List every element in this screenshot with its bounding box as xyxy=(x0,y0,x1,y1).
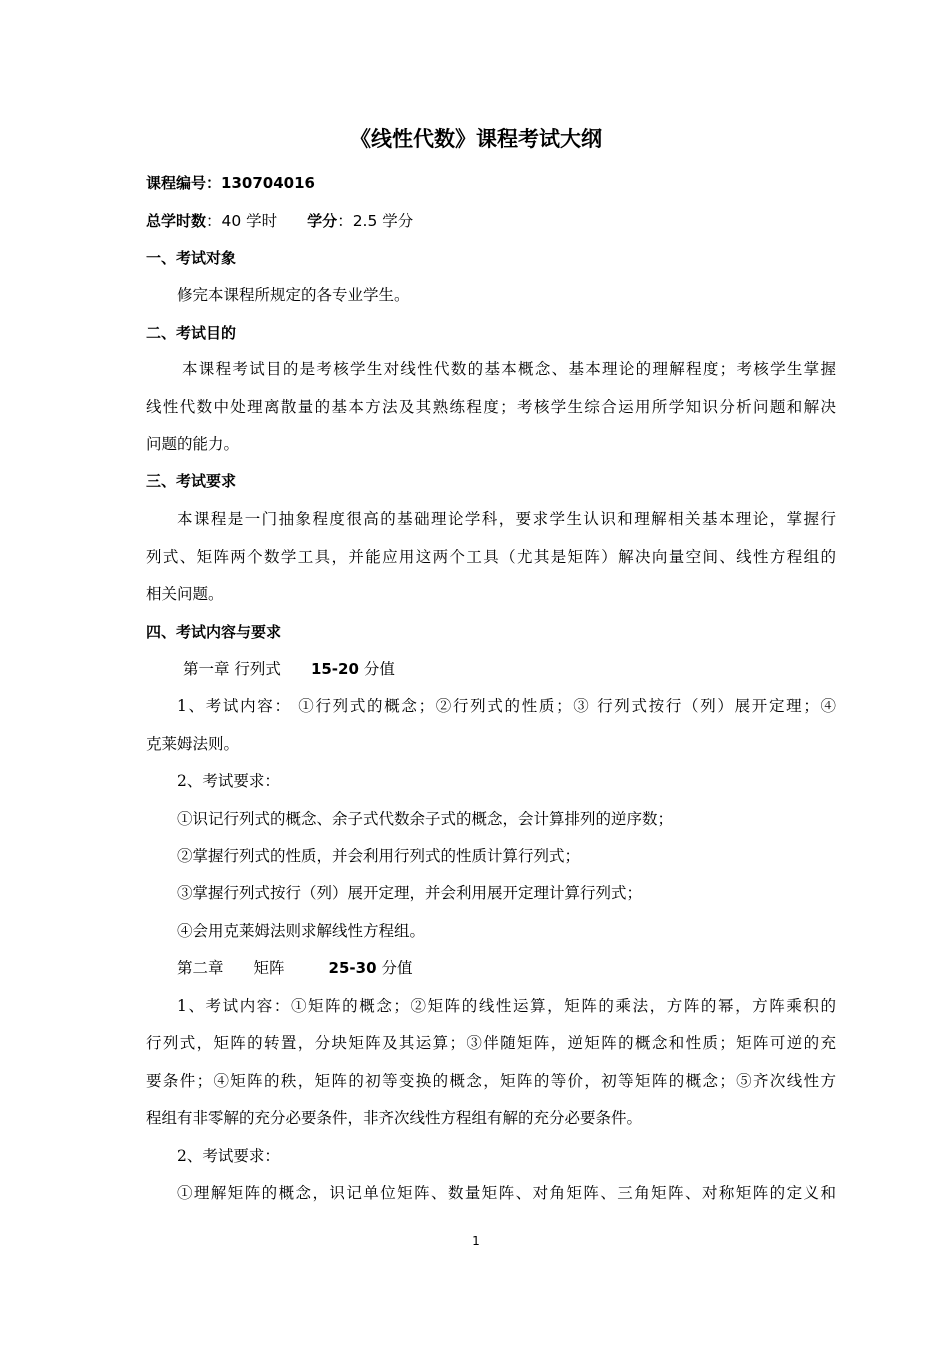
course-code-line xyxy=(146,171,836,195)
section-heading-4: 四、考试内容与要求 xyxy=(146,623,282,641)
chapter-2-req-label: 2、考试要求： xyxy=(177,1147,280,1165)
chapter-1-req-item-2: ②掌握行列式的性质，并会利用行列式的性质计算行列式； xyxy=(177,847,581,865)
course-code-label: 课程编号： xyxy=(146,174,222,192)
chapter-1-req-label: 2、考试要求： xyxy=(177,772,280,790)
chapter-2-heading-line xyxy=(177,956,836,980)
chapter-2-req-item-1: ①理解矩阵的概念，识记单位矩阵、数量矩阵、对角矩阵、三角矩阵、对称矩阵的定义和 xyxy=(177,1184,836,1202)
section-heading-2: 二、考试目的 xyxy=(146,324,237,342)
chapter-1-req-item-3: ③掌握行列式按行（列）展开定理，并会利用展开定理计算行列式； xyxy=(177,884,643,902)
section-heading-3: 三、考试要求 xyxy=(146,472,237,490)
chapter-1-score: 15-20 xyxy=(310,660,359,678)
chapter-1-content-line-1: 1、考试内容： ①行列式的概念；②行列式的性质；③ 行列式按行（列）展开定理；④ xyxy=(177,697,836,715)
chapter-2-score: 25-30 xyxy=(328,959,377,977)
section-3-line-1: 本课程是一门抽象程度很高的基础理论学科，要求学生认识和理解相关基本理论，掌握行 xyxy=(177,510,836,528)
chapter-1-content-line-2: 克莱姆法则。 xyxy=(146,735,240,753)
chapter-2-content-line-3: 要条件；④矩阵的秩，矩阵的初等变换的概念，矩阵的等价，初等矩阵的概念；⑤齐次线性方 xyxy=(146,1072,836,1090)
section-3-line-3: 相关问题。 xyxy=(146,585,224,603)
chapter-1-req-item-1: ①识记行列式的概念、余子式代数余子式的概念，会计算排列的逆序数； xyxy=(177,810,674,828)
hours-value: ：40 学时 xyxy=(206,212,278,230)
chapter-2-score-unit: 分值 xyxy=(381,959,413,977)
section-1-line-1: 修完本课程所规定的各专业学生。 xyxy=(177,286,410,304)
chapter-2-heading-b: 矩阵 xyxy=(253,959,285,977)
section-2-line-2: 线性代数中处理离散量的基本方法及其熟练程度；考核学生综合运用所学知识分析问题和解决 xyxy=(146,398,836,416)
chapter-1-heading-line xyxy=(183,657,842,681)
chapter-2-content-line-2: 行列式，矩阵的转置，分块矩阵及其运算；③伴随矩阵，逆矩阵的概念和性质；矩阵可逆的充 xyxy=(146,1034,836,1052)
chapter-2-heading-a: 第二章 xyxy=(177,959,224,977)
document-title: 《线性代数》课程考试大纲 xyxy=(350,127,602,151)
chapter-2-content-line-4: 程组有非零解的充分必要条件，非齐次线性方程组有解的充分必要条件。 xyxy=(146,1109,643,1127)
chapter-1-score-unit: 分值 xyxy=(363,660,395,678)
chapter-1-req-item-4: ④会用克莱姆法则求解线性方程组。 xyxy=(177,922,426,940)
credits-value: ：2.5 学分 xyxy=(337,212,414,230)
course-code-value: 130704016 xyxy=(221,174,315,192)
section-heading-1: 一、考试对象 xyxy=(146,249,237,267)
section-3-line-2: 列式、矩阵两个数学工具，并能应用这两个工具（尤其是矩阵）解决向量空间、线性方程组的 xyxy=(146,548,836,566)
chapter-2-content-line-1: 1、考试内容：①矩阵的概念；②矩阵的线性运算，矩阵的乘法，方阵的幂，方阵乘积的 xyxy=(177,997,836,1015)
hours-credits-line xyxy=(146,209,836,233)
section-2-line-1: 本课程考试目的是考核学生对线性代数的基本概念、基本理论的理解程度；考核学生掌握 xyxy=(182,360,836,378)
chapter-1-heading: 第一章 行列式 xyxy=(183,660,281,678)
page-number: 1 xyxy=(472,1234,480,1248)
section-2-line-3: 问题的能力。 xyxy=(146,435,240,453)
credits-label: 学分 xyxy=(307,212,338,230)
hours-label: 总学时数 xyxy=(146,212,207,230)
